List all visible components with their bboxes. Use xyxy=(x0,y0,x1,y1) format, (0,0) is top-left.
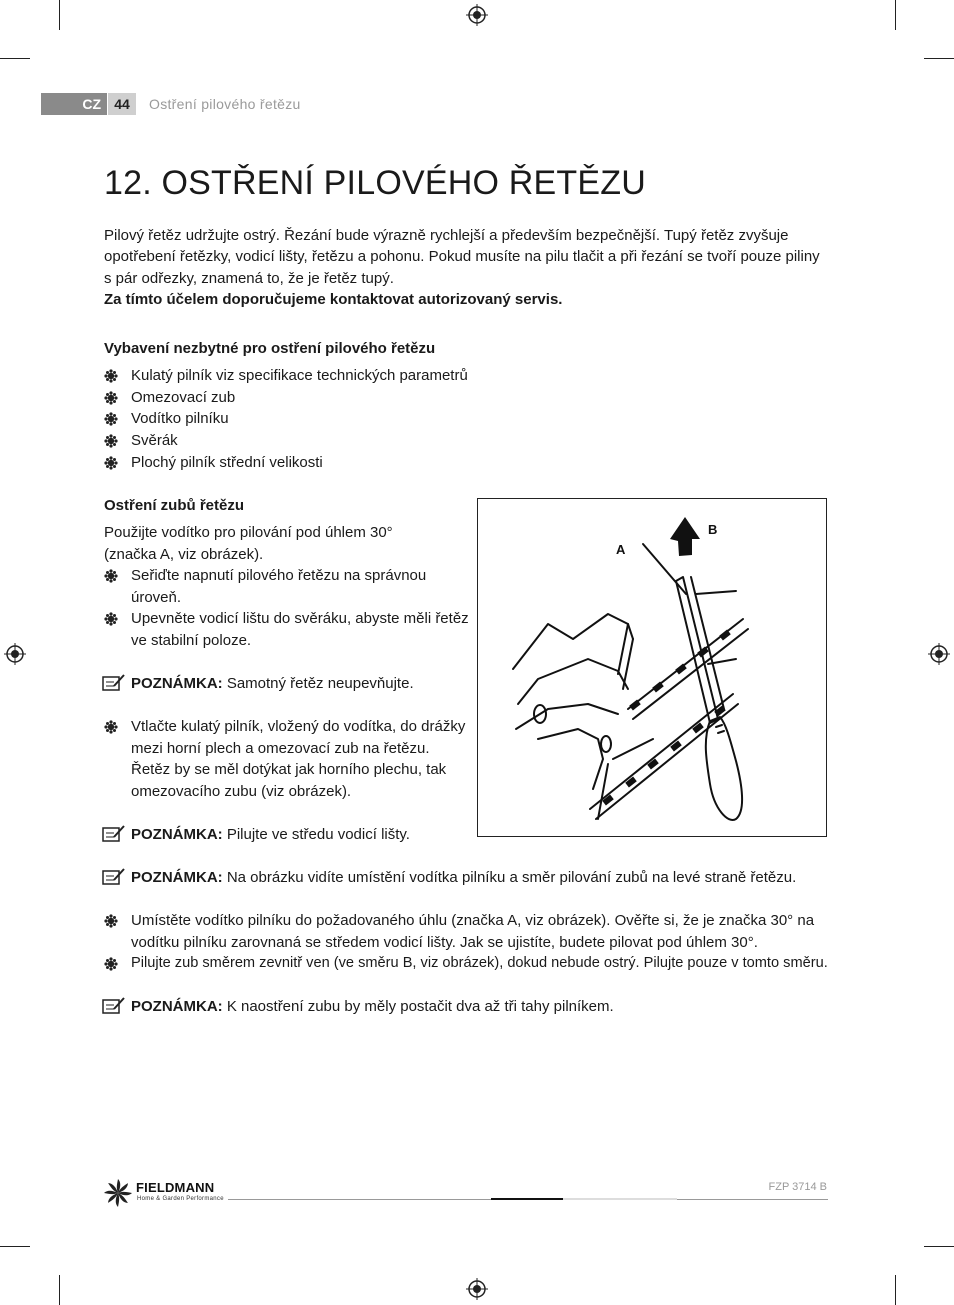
chain-sharpening-figure xyxy=(477,498,827,837)
bullet-icon xyxy=(104,369,118,383)
registration-mark-icon xyxy=(466,4,488,26)
crop-mark xyxy=(59,1275,60,1305)
bullet-icon xyxy=(104,914,118,928)
note-icon xyxy=(102,674,126,692)
language-tab: CZ xyxy=(41,93,107,115)
running-header-title: Ostření pilového řetězu xyxy=(149,96,301,112)
bullet-icon xyxy=(104,456,118,470)
note-text: K naostření zubu by měly postačit dva až tři tahy pilníkem. xyxy=(222,998,614,1015)
note-label: POZNÁMKA: xyxy=(131,826,223,843)
sharpening-illustration xyxy=(478,499,826,836)
sharpening-heading: Ostření zubů řetězu xyxy=(104,497,245,514)
page-number: 44 xyxy=(108,93,136,115)
bullet-icon xyxy=(104,720,118,734)
registration-mark-icon xyxy=(466,1278,488,1300)
fieldmann-logo-icon xyxy=(103,1178,133,1208)
model-number: FZP 3714 B xyxy=(768,1181,827,1193)
bullet-icon xyxy=(104,412,118,426)
list-item-line: Pilujte zub směrem zevnitř ven (ve směru B, viz obrázek), dokud nebude ostrý. Pilujte pouze v tomto směru. xyxy=(131,955,828,971)
figure-label-a: A xyxy=(616,542,626,557)
list-item: Plochý pilník střední velikosti xyxy=(131,454,323,471)
intro-line: Pilový řetěz udržujte ostrý. Řezání bude výrazně rychlejší a především bezpečnější. Tupý řetěz zvyšuje xyxy=(104,227,789,244)
note-label: POZNÁMKA: xyxy=(131,675,223,692)
bullet-icon xyxy=(104,434,118,448)
registration-mark-icon xyxy=(928,643,950,665)
bullet-icon xyxy=(104,612,118,626)
list-item-line: mezi horní plech a omezovací zub na řetězu. xyxy=(131,740,430,757)
crop-mark xyxy=(0,58,30,59)
list-item-line: úroveň. xyxy=(131,589,182,606)
list-item: Omezovací zub xyxy=(131,389,236,406)
list-item-line: Vtlačte kulatý pilník, vložený do vodítka, do drážky xyxy=(131,718,466,735)
list-item-line: ve stabilní poloze. xyxy=(131,632,252,649)
bullet-icon xyxy=(104,391,118,405)
intro-line: s pár odřezky, znamená to, že je řetěz tupý. xyxy=(104,270,394,287)
note-icon xyxy=(102,825,126,843)
crop-mark xyxy=(895,0,896,30)
crop-mark xyxy=(0,1246,30,1247)
note-icon xyxy=(102,868,126,886)
list-item-line: vodítku pilníku zarovnaná se středem vodicí lišty. Jak se ujistíte, budete pilovat pod úhlem 30°. xyxy=(131,934,758,951)
list-item-line: Upevněte vodicí lištu do svěráku, abyste měli řetěz xyxy=(131,610,469,627)
list-item: Svěrák xyxy=(131,432,178,449)
brand-tagline: Home & Garden Performance xyxy=(137,1196,224,1202)
bullet-icon xyxy=(104,569,118,583)
crop-mark xyxy=(59,0,60,30)
crop-mark xyxy=(924,1246,954,1247)
figure-label-b: B xyxy=(708,522,718,537)
paragraph-line: Použijte vodítko pro pilování pod úhlem 30° xyxy=(104,524,393,541)
note xyxy=(131,824,410,846)
list-item-line: Seřiďte napnutí pilového řetězu na správnou xyxy=(131,567,427,584)
note-label: POZNÁMKA: xyxy=(131,998,223,1015)
note-text: Samotný řetěz neupevňujte. xyxy=(222,675,414,692)
list-item-line: omezovacího zubu (viz obrázek). xyxy=(131,783,352,800)
intro-bold-line: Za tímto účelem doporučujeme kontaktovat autorizovaný servis. xyxy=(104,291,563,308)
brand-name: FIELDMANN xyxy=(136,1180,215,1195)
note xyxy=(131,673,414,695)
intro-line: opotřebení řetězky, vodicí lišty, řetězu a pohonu. Pokud musíte na pilu tlačit a při řezání se tvoří pouze piliny xyxy=(104,248,820,265)
crop-mark xyxy=(924,58,954,59)
list-item-line: Umístěte vodítko pilníku do požadovaného úhlu (značka A, viz obrázek). Ověřte si, že je značka 30° na xyxy=(131,912,815,929)
footer-rule-light xyxy=(563,1198,677,1200)
note-label: POZNÁMKA: xyxy=(131,869,223,886)
crop-mark xyxy=(895,1275,896,1305)
note xyxy=(131,867,796,889)
note-text: Na obrázku vidíte umístění vodítka pilníku a směr pilování zubů na levé straně řetězu. xyxy=(222,869,797,886)
equipment-heading: Vybavení nezbytné pro ostření pilového řetězu xyxy=(104,340,436,357)
registration-mark-icon xyxy=(4,643,26,665)
page-title: 12. OSTŘENÍ PILOVÉHO ŘETĚZU xyxy=(104,164,646,202)
footer-rule-accent xyxy=(491,1198,563,1200)
bullet-icon xyxy=(104,957,118,971)
paragraph-line: (značka A, viz obrázek). xyxy=(104,546,264,563)
list-item: Vodítko pilníku xyxy=(131,410,229,427)
note-text: Pilujte ve středu vodicí lišty. xyxy=(222,826,410,843)
note xyxy=(131,996,614,1018)
list-item: Kulatý pilník viz specifikace technických parametrů xyxy=(131,367,468,384)
list-item-line: Řetěz by se měl dotýkat jak horního plechu, tak xyxy=(131,761,447,778)
note-icon xyxy=(102,997,126,1015)
